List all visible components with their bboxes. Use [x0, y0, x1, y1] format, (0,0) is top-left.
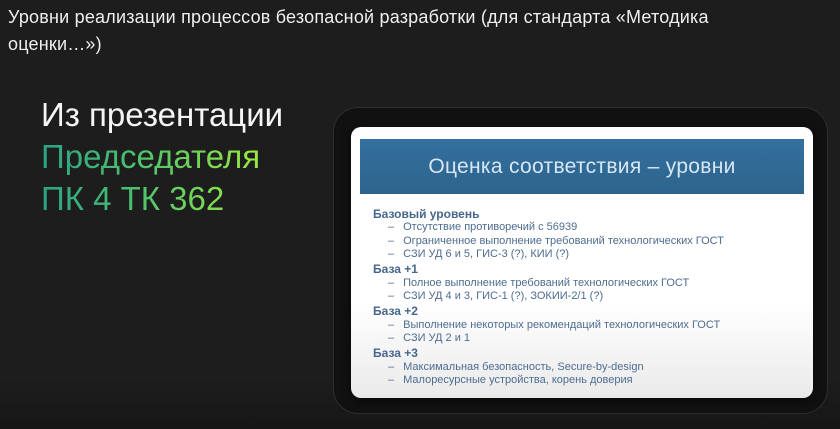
source-note [41, 94, 283, 220]
source-note-intro: Из презентации [41, 96, 284, 133]
page-title [8, 4, 798, 58]
section-base-level [373, 208, 798, 262]
bullet-dash: – [388, 248, 395, 260]
list-item-text: СЗИ УД 2 и 1 [403, 332, 471, 344]
embedded-slide-frame [333, 107, 828, 414]
section-title: База +2 [373, 304, 418, 318]
page-title-line-2: оценки…») [8, 34, 102, 54]
list-item-text: Полное выполнение требований технологических ГОСТ [403, 276, 690, 289]
slide-title: Оценка соответствия – уровни [428, 154, 736, 178]
section-base-plus-3 [373, 347, 798, 388]
list-item [373, 361, 798, 375]
bullet-dash: – [388, 221, 395, 233]
section-base-plus-2 [373, 305, 798, 346]
list-item [373, 290, 798, 304]
source-note-role: Председателя [41, 138, 261, 175]
slide-body [373, 206, 798, 388]
bullet-dash: – [388, 360, 395, 373]
embedded-slide [351, 127, 813, 398]
list-item [373, 221, 798, 235]
list-item-text: Выполнение некоторых рекомендаций технологических ГОСТ [403, 318, 721, 331]
bullet-dash: – [388, 374, 395, 386]
source-note-committee: ПК 4 ТК 362 [41, 180, 225, 217]
list-item-text: Отсутствие противоречий с 56939 [403, 221, 578, 233]
section-base-plus-1 [373, 263, 798, 304]
bullet-dash: – [388, 332, 395, 344]
page-title-line-1: Уровни реализации процессов безопасной разработки (для стандарта «Методика [8, 7, 709, 27]
list-item [373, 235, 798, 249]
list-item [373, 248, 798, 262]
list-item-text: СЗИ УД 4 и 3, ГИС-1 (?), ЗОКИИ-2/1 (?) [403, 290, 604, 302]
section-title: База +3 [373, 346, 418, 360]
list-item [373, 319, 798, 333]
list-item-text: Малоресурсные устройства, корень доверия [403, 374, 633, 386]
bullet-dash: – [388, 318, 395, 331]
list-item [373, 277, 798, 291]
list-item [373, 332, 798, 346]
list-item-text: СЗИ УД 6 и 5, ГИС-3 (?), КИИ (?) [403, 248, 570, 260]
section-title: Базовый уровень [373, 206, 480, 221]
source-note-highlight [41, 136, 260, 220]
list-item-text: Ограниченное выполнение требований технологических ГОСТ [403, 234, 724, 247]
bullet-dash: – [388, 234, 395, 247]
bullet-dash: – [388, 276, 395, 289]
slide-title-bar [360, 139, 804, 194]
section-title: База +1 [373, 262, 418, 276]
list-item-text: Максимальная безопасность, Secure-by-design [403, 360, 644, 373]
list-item [373, 374, 798, 388]
bullet-dash: – [388, 290, 395, 302]
